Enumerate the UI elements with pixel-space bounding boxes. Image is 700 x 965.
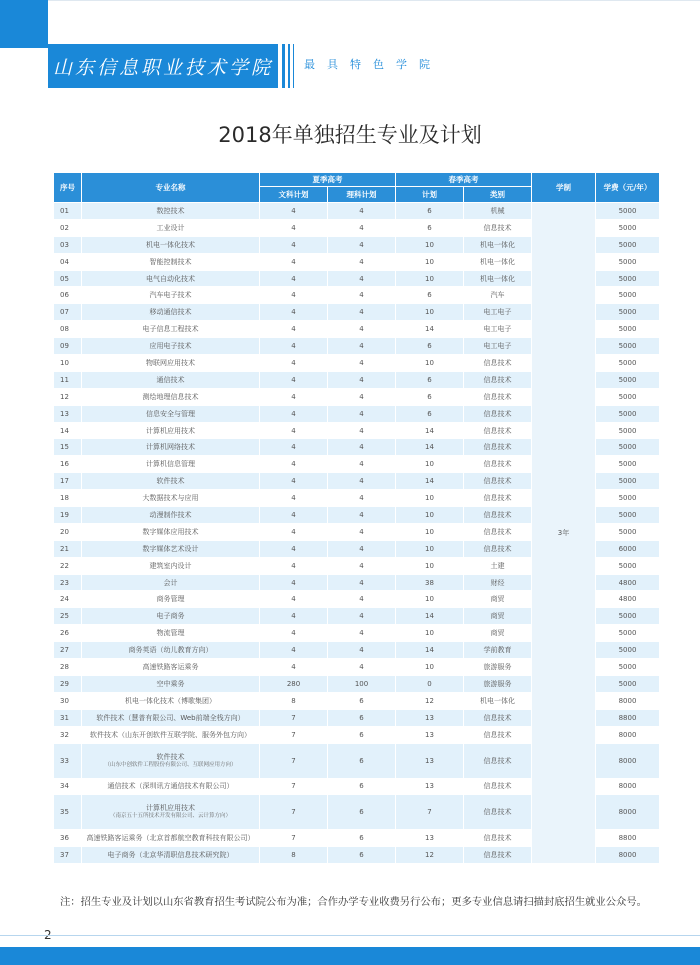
row-spring-category: 电工电子 [464,321,532,338]
row-summer-arts: 4 [260,253,328,270]
row-summer-sci: 100 [328,675,396,692]
row-major-name: 电子信息工程技术 [82,321,260,338]
row-summer-arts: 7 [260,795,328,830]
row-seq: 07 [54,304,82,321]
row-summer-arts: 7 [260,743,328,778]
row-major-name: 空中乘务 [82,675,260,692]
row-summer-sci: 6 [328,778,396,795]
row-spring-category: 汽车 [464,287,532,304]
row-major-name: 物流管理 [82,625,260,642]
row-spring-plan: 14 [396,321,464,338]
row-spring-plan: 10 [396,456,464,473]
row-summer-arts: 4 [260,625,328,642]
row-summer-sci: 6 [328,743,396,778]
row-summer-sci: 4 [328,304,396,321]
row-summer-sci: 6 [328,847,396,864]
row-fee: 5000 [596,371,660,388]
row-fee: 5000 [596,388,660,405]
row-summer-arts: 7 [260,830,328,847]
row-spring-plan: 12 [396,847,464,864]
row-fee: 6000 [596,540,660,557]
row-fee: 8000 [596,726,660,743]
row-seq: 28 [54,659,82,676]
row-major-name: 信息安全与管理 [82,405,260,422]
row-spring-category: 信息技术 [464,507,532,524]
row-seq: 27 [54,642,82,659]
row-major-name: 软件技术（慧普有限公司、Web前端全栈方向） [82,709,260,726]
row-seq: 26 [54,625,82,642]
row-seq: 29 [54,675,82,692]
row-spring-category: 信息技术 [464,422,532,439]
row-seq: 04 [54,253,82,270]
row-spring-plan: 6 [396,405,464,422]
row-seq: 08 [54,321,82,338]
row-seq: 25 [54,608,82,625]
row-summer-sci: 4 [328,355,396,372]
row-spring-plan: 6 [396,287,464,304]
row-summer-sci: 4 [328,540,396,557]
row-summer-sci: 4 [328,405,396,422]
header-spring-cat: 类别 [464,187,532,203]
row-fee: 8000 [596,778,660,795]
header-major: 专业名称 [82,173,260,203]
row-spring-plan: 12 [396,692,464,709]
header-summer-arts: 文科计划 [260,187,328,203]
major-title: 软件技术 [156,752,185,761]
row-major-name: 高速铁路客运乘务（北京首都航空教育科技有限公司） [82,830,260,847]
row-spring-category: 信息技术 [464,726,532,743]
row-summer-sci: 4 [328,338,396,355]
row-fee: 5000 [596,490,660,507]
row-major-name: 电子商务 [82,608,260,625]
row-seq: 34 [54,778,82,795]
row-spring-category: 信息技术 [464,523,532,540]
header-spring-plan: 计划 [396,187,464,203]
row-summer-arts: 4 [260,203,328,220]
row-summer-arts: 4 [260,540,328,557]
row-fee: 5000 [596,287,660,304]
row-fee: 4800 [596,574,660,591]
row-seq: 37 [54,847,82,864]
row-major-name: 机电一体化技术 [82,236,260,253]
row-summer-arts: 4 [260,490,328,507]
row-major-name: 商务英语（幼儿教育方向） [82,642,260,659]
row-major-name [82,795,260,830]
header-duration: 学制 [532,173,596,203]
row-summer-sci: 4 [328,236,396,253]
row-major-name: 数字媒体艺术设计 [82,540,260,557]
row-major-name: 数字媒体应用技术 [82,523,260,540]
row-fee: 5000 [596,523,660,540]
table-row [54,203,660,220]
row-fee: 5000 [596,642,660,659]
row-seq: 13 [54,405,82,422]
row-major-name: 工业设计 [82,219,260,236]
row-spring-category: 学前教育 [464,642,532,659]
row-spring-category: 信息技术 [464,709,532,726]
row-summer-sci: 4 [328,574,396,591]
row-seq: 24 [54,591,82,608]
row-summer-sci: 4 [328,388,396,405]
row-major-name: 智能控制技术 [82,253,260,270]
row-spring-category: 信息技术 [464,456,532,473]
row-spring-category: 信息技术 [464,540,532,557]
row-spring-plan: 10 [396,507,464,524]
row-major-name: 计算机网络技术 [82,439,260,456]
row-spring-category: 信息技术 [464,795,532,830]
row-spring-category: 信息技术 [464,847,532,864]
header-fee: 学费（元/年） [596,173,660,203]
row-summer-arts: 8 [260,692,328,709]
header-spring: 春季高考 [396,173,532,187]
row-seq: 22 [54,557,82,574]
row-spring-plan: 13 [396,743,464,778]
row-spring-plan: 6 [396,219,464,236]
row-fee: 5000 [596,456,660,473]
row-fee: 5000 [596,253,660,270]
major-title: 计算机应用技术 [146,804,195,813]
row-summer-sci: 4 [328,321,396,338]
header-seq: 序号 [54,173,82,203]
duration-cell: 3年 [532,203,596,864]
header-summer-sci: 理科计划 [328,187,396,203]
row-major-name: 通信技术 [82,371,260,388]
row-summer-arts: 4 [260,523,328,540]
row-summer-arts: 4 [260,405,328,422]
row-spring-category: 商贸 [464,625,532,642]
row-summer-sci: 4 [328,456,396,473]
row-spring-plan: 14 [396,473,464,490]
row-spring-category: 信息技术 [464,830,532,847]
row-summer-arts: 4 [260,608,328,625]
row-spring-plan: 10 [396,304,464,321]
row-spring-plan: 0 [396,675,464,692]
row-fee: 4800 [596,591,660,608]
row-spring-plan: 13 [396,778,464,795]
row-summer-arts: 4 [260,219,328,236]
row-spring-plan: 10 [396,625,464,642]
bottom-band [0,947,700,965]
row-seq: 23 [54,574,82,591]
logo-bars [282,44,296,88]
row-summer-sci: 4 [328,608,396,625]
row-summer-sci: 4 [328,422,396,439]
row-summer-arts: 4 [260,642,328,659]
row-seq: 03 [54,236,82,253]
row-summer-arts: 8 [260,847,328,864]
row-fee: 5000 [596,203,660,220]
row-spring-plan: 14 [396,608,464,625]
row-summer-sci: 4 [328,439,396,456]
row-major-name: 应用电子技术 [82,338,260,355]
row-seq: 20 [54,523,82,540]
row-major-name: 测绘地理信息技术 [82,388,260,405]
row-summer-arts: 4 [260,321,328,338]
row-seq: 10 [54,355,82,372]
row-summer-sci: 6 [328,830,396,847]
footnote: 注：招生专业及计划以山东省教育招生考试院公布为准；合作办学专业收费另行公布；更多专业信息请扫描封底招生就业公众号。 [60,896,647,908]
row-seq: 12 [54,388,82,405]
row-summer-arts: 4 [260,439,328,456]
row-spring-plan: 10 [396,523,464,540]
row-major-name: 高速铁路客运乘务 [82,659,260,676]
row-major-name: 动漫制作技术 [82,507,260,524]
row-major-name: 通信技术（深圳讯方通信技术有限公司） [82,778,260,795]
row-summer-sci: 4 [328,270,396,287]
row-summer-sci: 4 [328,219,396,236]
row-summer-arts: 4 [260,236,328,253]
page-title: 2018年单独招生专业及计划 [218,123,482,147]
row-major-name: 电气自动化技术 [82,270,260,287]
row-major-name: 电子商务（北京华清职信息技术研究院） [82,847,260,864]
row-summer-arts: 280 [260,675,328,692]
row-fee: 5000 [596,557,660,574]
row-seq: 30 [54,692,82,709]
row-spring-category: 土建 [464,557,532,574]
row-spring-plan: 6 [396,371,464,388]
row-summer-arts: 4 [260,388,328,405]
row-spring-category: 旅游服务 [464,659,532,676]
row-summer-sci: 4 [328,253,396,270]
row-fee: 5000 [596,422,660,439]
row-spring-category: 信息技术 [464,219,532,236]
row-summer-arts: 7 [260,726,328,743]
row-fee: 5000 [596,355,660,372]
row-summer-sci: 4 [328,591,396,608]
row-spring-plan: 13 [396,709,464,726]
row-spring-category: 商贸 [464,608,532,625]
row-major-name: 物联网应用技术 [82,355,260,372]
corner-accent [0,0,48,48]
row-major-name: 会计 [82,574,260,591]
row-fee: 5000 [596,321,660,338]
row-spring-category: 机电一体化 [464,692,532,709]
row-spring-category: 信息技术 [464,473,532,490]
row-summer-sci: 4 [328,371,396,388]
row-major-name: 大数据技术与应用 [82,490,260,507]
row-summer-sci: 4 [328,523,396,540]
row-summer-arts: 4 [260,659,328,676]
row-seq: 16 [54,456,82,473]
row-seq: 31 [54,709,82,726]
table-body [54,203,660,864]
row-summer-sci: 4 [328,659,396,676]
row-summer-sci: 4 [328,625,396,642]
row-seq: 15 [54,439,82,456]
row-spring-category: 信息技术 [464,405,532,422]
row-seq: 01 [54,203,82,220]
row-fee: 5000 [596,675,660,692]
row-spring-plan: 6 [396,388,464,405]
row-seq: 06 [54,287,82,304]
top-divider [48,0,700,1]
logo-text: 山东信息职业技术学院 [52,56,273,79]
row-summer-sci: 4 [328,642,396,659]
row-spring-plan: 10 [396,659,464,676]
row-seq: 21 [54,540,82,557]
row-summer-sci: 6 [328,726,396,743]
row-seq: 17 [54,473,82,490]
row-summer-sci: 4 [328,507,396,524]
row-fee: 8800 [596,709,660,726]
row-summer-sci: 6 [328,692,396,709]
row-summer-sci: 4 [328,287,396,304]
header-summer: 夏季高考 [260,173,396,187]
row-seq: 18 [54,490,82,507]
row-summer-arts: 4 [260,338,328,355]
row-spring-plan: 38 [396,574,464,591]
row-spring-plan: 14 [396,422,464,439]
row-major-name: 数控技术 [82,203,260,220]
row-fee: 5000 [596,236,660,253]
row-major-name: 建筑室内设计 [82,557,260,574]
row-summer-sci: 4 [328,473,396,490]
row-spring-category: 信息技术 [464,439,532,456]
row-seq: 09 [54,338,82,355]
row-summer-arts: 4 [260,270,328,287]
row-seq: 32 [54,726,82,743]
row-fee: 5000 [596,473,660,490]
row-spring-category: 机电一体化 [464,236,532,253]
row-spring-category: 财经 [464,574,532,591]
row-fee: 8800 [596,830,660,847]
row-spring-category: 信息技术 [464,778,532,795]
row-spring-category: 信息技术 [464,743,532,778]
row-major-name: 移动通信技术 [82,304,260,321]
enrollment-table [53,172,660,864]
major-subtitle: （山东中创软件工程股份有限公司、互联网应用方向） [104,761,237,768]
row-spring-category: 机械 [464,203,532,220]
row-major-name: 计算机信息管理 [82,456,260,473]
row-summer-arts: 4 [260,355,328,372]
row-fee: 8000 [596,847,660,864]
row-major-name: 软件技术 [82,473,260,490]
row-spring-category: 电工电子 [464,304,532,321]
row-summer-arts: 7 [260,709,328,726]
row-spring-plan: 10 [396,490,464,507]
row-seq: 11 [54,371,82,388]
row-spring-plan: 10 [396,355,464,372]
row-spring-plan: 13 [396,726,464,743]
row-spring-plan: 10 [396,253,464,270]
bottom-divider [0,935,700,936]
row-seq: 14 [54,422,82,439]
row-summer-arts: 4 [260,574,328,591]
row-spring-category: 信息技术 [464,355,532,372]
row-summer-arts: 7 [260,778,328,795]
row-major-name: 汽车电子技术 [82,287,260,304]
row-fee: 5000 [596,270,660,287]
row-major-name: 机电一体化技术（博歌集团） [82,692,260,709]
row-spring-plan: 10 [396,591,464,608]
row-seq: 19 [54,507,82,524]
row-spring-category: 信息技术 [464,371,532,388]
row-spring-plan: 10 [396,270,464,287]
row-major-name: 计算机应用技术 [82,422,260,439]
row-seq: 33 [54,743,82,778]
enrollment-table-wrapper [53,172,659,864]
row-spring-category: 信息技术 [464,388,532,405]
row-fee: 8000 [596,692,660,709]
row-fee: 5000 [596,304,660,321]
row-fee: 8000 [596,795,660,830]
row-fee: 5000 [596,405,660,422]
row-summer-sci: 4 [328,490,396,507]
row-spring-plan: 14 [396,642,464,659]
row-spring-plan: 10 [396,236,464,253]
row-major-name: 软件技术（山东开创软件互联学院、服务外包方向） [82,726,260,743]
row-spring-category: 电工电子 [464,338,532,355]
college-motto: 最具特色学院 [304,58,442,71]
row-summer-arts: 4 [260,304,328,321]
row-major-name [82,743,260,778]
row-spring-category: 机电一体化 [464,270,532,287]
row-summer-arts: 4 [260,287,328,304]
row-spring-plan: 6 [396,338,464,355]
row-seq: 02 [54,219,82,236]
row-fee: 5000 [596,608,660,625]
college-logo [48,44,278,88]
row-spring-plan: 6 [396,203,464,220]
major-subtitle: （南京五十五所技术开发有限公司、云计算方向） [109,813,231,820]
row-spring-category: 商贸 [464,591,532,608]
row-seq: 35 [54,795,82,830]
row-seq: 36 [54,830,82,847]
row-summer-arts: 4 [260,591,328,608]
row-spring-plan: 13 [396,830,464,847]
row-spring-plan: 10 [396,557,464,574]
row-summer-arts: 4 [260,422,328,439]
row-spring-plan: 10 [396,540,464,557]
row-summer-arts: 4 [260,456,328,473]
row-spring-plan: 7 [396,795,464,830]
row-fee: 5000 [596,338,660,355]
row-summer-arts: 4 [260,371,328,388]
row-fee: 5000 [596,507,660,524]
row-summer-arts: 4 [260,473,328,490]
row-spring-category: 信息技术 [464,490,532,507]
row-spring-category: 机电一体化 [464,253,532,270]
row-spring-category: 旅游服务 [464,675,532,692]
row-summer-sci: 4 [328,203,396,220]
row-summer-arts: 4 [260,507,328,524]
row-summer-arts: 4 [260,557,328,574]
row-fee: 5000 [596,219,660,236]
row-summer-sci: 4 [328,557,396,574]
row-fee: 8000 [596,743,660,778]
row-seq: 05 [54,270,82,287]
row-summer-sci: 6 [328,795,396,830]
row-fee: 5000 [596,659,660,676]
row-spring-plan: 14 [396,439,464,456]
row-summer-sci: 6 [328,709,396,726]
row-fee: 5000 [596,439,660,456]
row-fee: 5000 [596,625,660,642]
row-major-name: 商务管理 [82,591,260,608]
